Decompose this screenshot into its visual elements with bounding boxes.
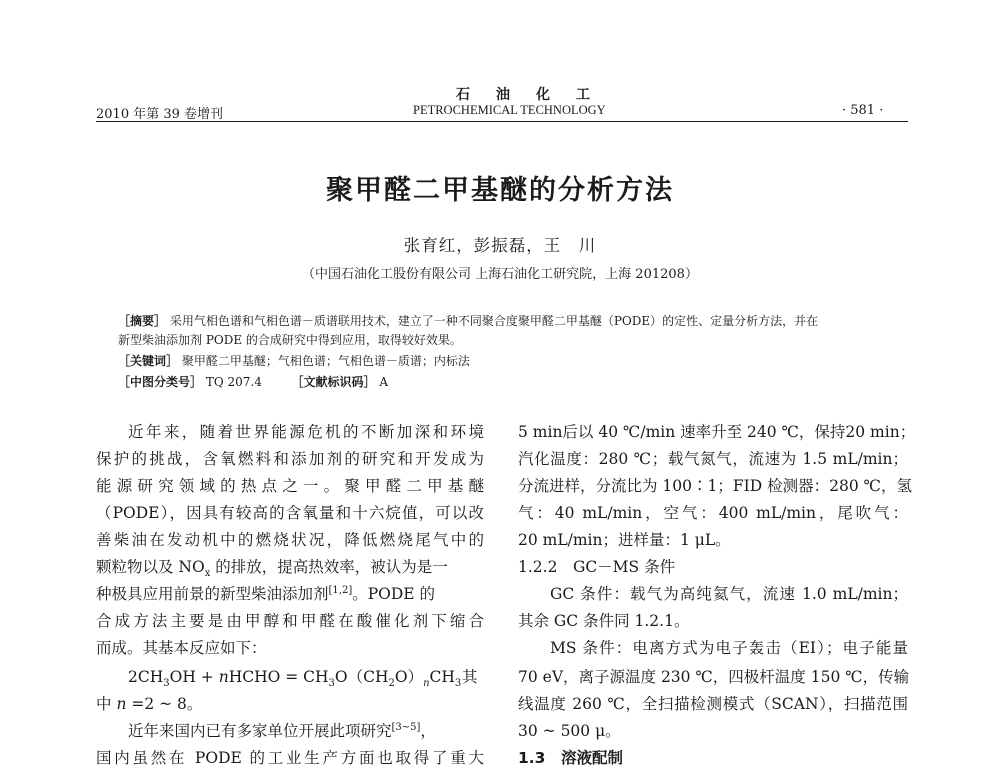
left-line-6 [96,555,484,580]
left-line-11-a: 中 [96,695,117,713]
eq-part: HCHO = CH [228,668,329,686]
right-line-10: 70 eV，离子源温度 230 ℃，四极杆温度 150 ℃，传输 [518,668,910,686]
clc-label: ［中图分类号］ [118,375,203,389]
eq-part: 3 [454,678,462,690]
left-line-12-a: 近年来国内已有多家单位开展此项研究 [128,722,392,740]
eq-part: CH [429,668,455,686]
doc-code-value: A [379,375,389,389]
variable-n: n [116,695,127,713]
left-line-10-end: 其 [462,668,478,686]
left-line-12-b: ， [420,722,436,740]
left-line-7-b: 。PODE 的 [352,585,436,603]
right-line-12-a: 30 ~ 500 [518,722,596,740]
page-number: · 581 · [842,103,884,118]
keywords-label: ［关键词］ [118,354,179,368]
body-left-column [96,420,484,767]
eq-part: O（CH [334,668,389,686]
right-line-5-b: L。 [704,531,731,549]
clc-value: TQ 207.4 [205,375,262,389]
right-line-12-b: 。 [605,722,621,740]
section-heading-1-2-2: 1.2.2 GC－MS 条件 [518,558,676,576]
right-line-5-a: 20 mL/min；进样量：1 [518,531,695,549]
section-heading-1-3: 1.3 溶液配制 [518,749,623,767]
left-line-7-a: 种极具应用前景的新型柴油添加剂 [96,585,329,603]
right-line-7: GC 条件：载气为高纯氦气，流速 1.0 mL/min； [550,585,908,603]
right-line-9: MS 条件：电离方式为电子轰击（EI）；电子能量 [550,639,908,657]
abstract-line-1 [118,312,818,329]
left-line-6-a: 颗粒物以及 NO [96,558,205,576]
article-authors: 张育红，彭振磊，王 川 [403,236,597,255]
micro-symbol: μ [694,531,705,549]
abstract-label: ［摘要］ [118,314,167,328]
nox-subscript: x [204,568,211,580]
doc-code-label: ［文献标识码］ [291,375,376,389]
right-line-12 [518,719,621,741]
body-right-column [518,420,916,767]
citation-1-2: [1,2] [328,584,353,596]
left-line-11-b: =2 ~ 8。 [126,695,203,713]
keywords-text: 聚甲醛二甲基醚；气相色谱；气相色谱－质谱；内标法 [181,354,470,368]
right-line-11: 线温度 260 ℃，全扫描检测模式（SCAN），扫描范围 [518,695,908,713]
left-line-8: 合成方法主要是由甲醇和甲醛在酸催化剂下缩合 [96,612,484,630]
left-line-13: 国内虽然在 PODE 的工业生产方面也取得了重大 [96,749,484,767]
article-affiliation: （中国石油化工股份有限公司 上海石油化工研究院，上海 201208） [302,267,698,282]
left-line-11 [96,692,202,714]
reaction-equation [128,665,462,690]
article-title: 聚甲醛二甲基醚的分析方法 [326,175,674,206]
abstract-text-1: 采用气相色谱和气相色谱－质谱联用技术，建立了一种不同聚合度聚甲醛二甲基醚（PODE）的定性、定量分析方法，并在 [169,314,819,328]
left-line-5: 善柴油在发动机中的燃烧状况，降低燃烧尾气中的 [96,531,484,549]
eq-part: 3 [328,678,335,690]
left-line-4: （PODE），因具有较高的含氧量和十六烷值，可以改 [96,504,484,522]
eq-part: O） [394,668,424,686]
left-line-6-b: 的排放，提高热效率，被认为是一 [210,558,448,576]
eq-part: 2 [388,678,395,690]
citation-3-5: [3~5] [391,721,421,733]
right-line-8: 其余 GC 条件同 1.2.1。 [518,612,690,630]
eq-part: 2CH [128,668,164,686]
left-line-12 [128,719,484,741]
left-line-2: 保护的挑战，含氧燃料和添加剂的研究和开发成为 [96,450,484,468]
left-line-9: 而成。其基本反应如下： [96,639,267,657]
journal-name-cn: 石油化工 [456,87,616,103]
left-line-3: 能源研究领域的热点之一。聚甲醛二甲基醚 [96,477,484,495]
micro-symbol: μ [595,722,606,740]
eq-part: n [423,678,430,690]
eq-part: n [218,668,229,686]
keywords-line [118,352,470,369]
abstract-line-2: 新型柴油添加剂 PODE 的合成研究中得到应用，取得较好效果。 [118,333,462,347]
classification-line [118,373,388,390]
right-line-3: 分流进样，分流比为 100∶1；FID 检测器：280 ℃，氢 [518,477,912,495]
eq-part: 3 [163,678,170,690]
right-line-5 [518,528,731,550]
right-line-2: 汽化温度：280 ℃；载气氮气，流速为 1.5 mL/min； [518,450,908,468]
issue-info: 2010 年第 39 卷增刊 [96,107,224,122]
left-line-1: 近年来，随着世界能源危机的不断加深和环境 [128,423,484,441]
eq-part: OH + [169,668,219,686]
left-line-7 [96,582,484,604]
header-rule [96,121,908,122]
right-line-1: 5 min后以 40 ℃/min 速率升至 240 ℃，保持20 min； [518,423,916,441]
right-line-4: 气：40 mL/min，空气：400 mL/min，尾吹气： [518,504,908,522]
journal-name-en: PETROCHEMICAL TECHNOLOGY [413,103,606,117]
